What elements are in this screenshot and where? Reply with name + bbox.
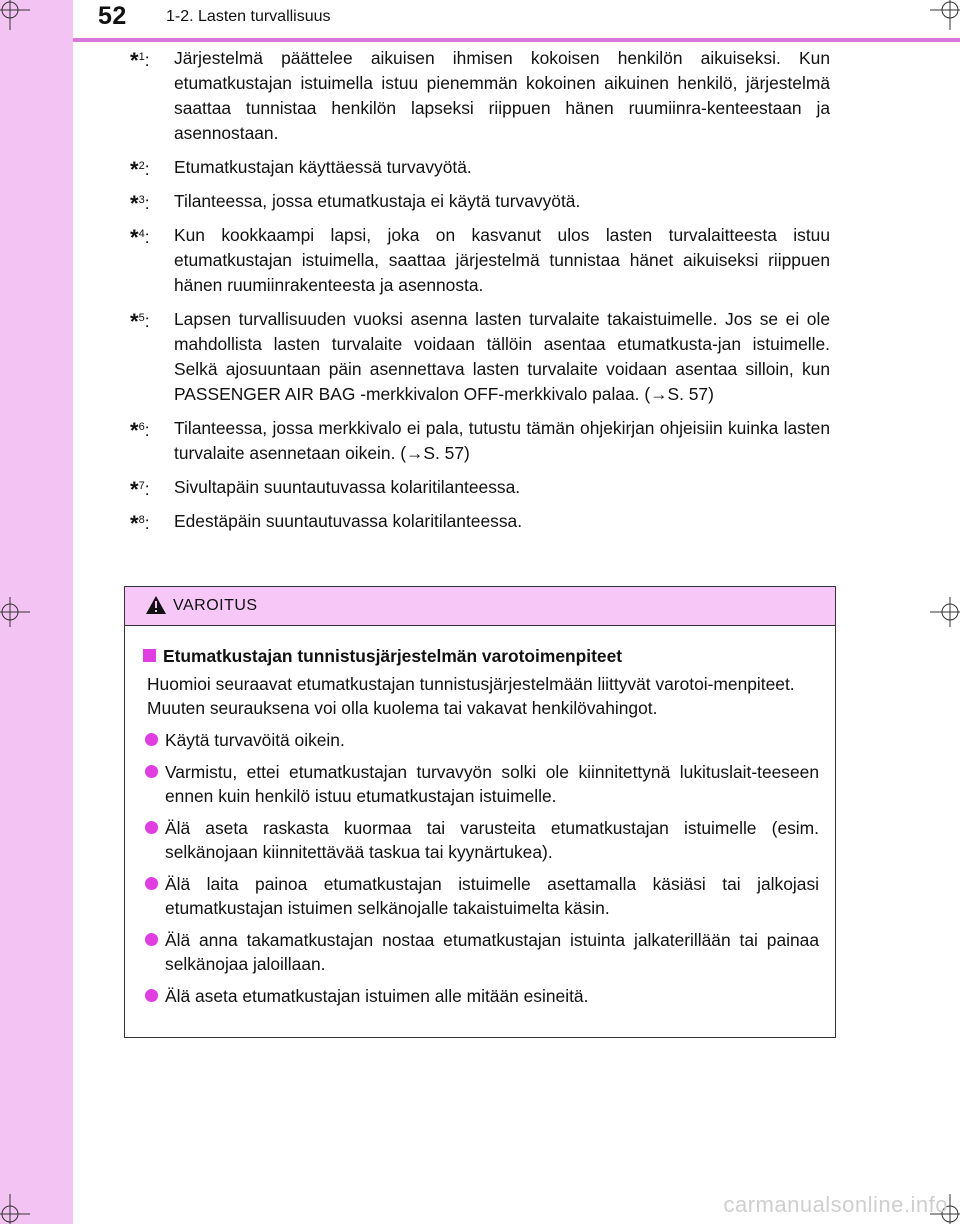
footnotes (130, 46, 830, 543)
footnote: *$^4$: Kun kookkaampi lapsi, joka on kasvanut ulos lasten turvalaitteesta istuu etumatkustajan istuimella, saattaa järjestelmä tunnistaa hänet aikuiseksi riippuen hänen ruumiinrakenteesta ja asennosta. (130, 225, 830, 295)
footnote-text: Sivultapäin suuntautuvassa kolaritilanteessa. (174, 477, 521, 497)
crop-mark-mid-right (930, 597, 960, 627)
crop-mark-top-right (930, 0, 960, 30)
warning-intro: Huomioi seuraavat etumatkustajan tunnistusjärjestelmään liittyvät varotoi-menpiteet. Muuten seurauksena voi olla kuolema tai vakavat henkilövahingot. (147, 674, 795, 718)
bullet-icon (145, 821, 158, 834)
warning-label: VAROITUS (173, 597, 258, 614)
warning-title: Etumatkustajan tunnistusjärjestelmän varotoimenpiteet (143, 644, 823, 668)
list-item: Älä anna takamatkustajan nostaa etumatkustajan istuinta jalkaterillään tai painaa selkänojaa jaloillaan. (143, 928, 823, 976)
footnote-text: Kun kookkaampi lapsi, joka on kasvanut ulos lasten turvalaitteesta istuu etumatkustajan istuimella, saattaa järjestelmä tunnistaa hänet aikuiseksi riippuen hänen ruumiinrakenteesta ja asennosta. (174, 225, 830, 295)
list-item: Käytä turvavöitä oikein. (143, 728, 823, 752)
watermark[interactable]: carmanualsonline.info (723, 1192, 948, 1217)
crop-mark-top-left (0, 0, 30, 30)
footnote-text: Etumatkustajan käyttäessä turvavyötä. (174, 157, 472, 177)
list-item: Älä aseta etumatkustajan istuimen alle mitään esineitä. (143, 984, 823, 1008)
footnote-text: Järjestelmä päättelee aikuisen ihmisen kokoisen henkilön aikuiseksi. Kun etumatkustajan istuimella istuu pienemmän kokoinen aikuinen henkilö, järjestelmä saattaa tunnistaa henkilön lapseksi riippuen hänen ruumiinra-kenteestaan ja asennostaan. (174, 48, 830, 143)
footnote: *$^7$: Sivultapäin suuntautuvassa kolaritilanteessa. (130, 477, 521, 502)
crop-mark-bottom-left (0, 1194, 30, 1224)
list-item: Älä laita painoa etumatkustajan istuimelle asettamalla käsiäsi tai jalkojasi etumatkustajan istuimen selkänojalle takaistuimelta käsin. (143, 872, 823, 920)
warning-body (125, 626, 835, 1008)
footnote-text: Lapsen turvallisuuden vuoksi asenna lasten turvalaite takaistuimelle. Jos se ei ole mahdollista lasten turvalaite voidaan tällöin asentaa etumatkusta-jan istuimelle. Selkä ajosuuntaan päin asennettava lasten turvalaite voidaan asentaa silloin, kun PASSENGER AIR BAG -merkkivalon OFF-merkkivalo palaa. (→S. 57) (174, 309, 830, 404)
warning-box (124, 586, 836, 1038)
warning-header (125, 587, 835, 626)
bullet-icon (145, 765, 158, 778)
footnote: *$^8$: Edestäpäin suuntautuvassa kolaritilanteessa. (130, 511, 523, 536)
footnote-text: Edestäpäin suuntautuvassa kolaritilanteessa. (174, 511, 523, 531)
bullet-icon (145, 877, 158, 890)
footnote: *$^5$: Lapsen turvallisuuden vuoksi asenna lasten turvalaite takaistuimelle. Jos se ei ole mahdollista lasten turvalaite voidaan tällöin asentaa etumatkusta-jan istuimelle. Selkä ajosuuntaan päin asennettava lasten turvalaite voidaan asentaa silloin, kun PASSENGER AIR BAG -merkkivalon OFF-merkkivalo palaa. (→S. 57) (130, 309, 830, 404)
bullet-icon (145, 733, 158, 746)
footnote: *$^3$: Tilanteessa, jossa etumatkustaja ei käytä turvavyötä. (130, 191, 581, 216)
footnote-text: Tilanteessa, jossa merkkivalo ei pala, tutustu tämän ohjekirjan ohjeisiin kuinka lasten turvalaite asennetaan oikein. (→S. 57) (174, 418, 830, 463)
square-bullet-icon (143, 649, 156, 662)
section-title: 1-2. Lasten turvallisuus (166, 8, 331, 25)
footnote: *$^6$: Tilanteessa, jossa merkkivalo ei pala, tutustu tämän ohjekirjan ohjeisiin kuinka lasten turvalaite asennetaan oikein. (→S. 57) (130, 418, 830, 463)
list-item: Varmistu, ettei etumatkustajan turvavyön solki ole kiinnitettynä lukituslait-teeseen ennen kuin henkilö istuu etumatkustajan istuimelle. (143, 760, 823, 808)
header-rule (73, 38, 960, 42)
warning-triangle-icon (145, 595, 167, 620)
list-item: Älä aseta raskasta kuormaa tai varusteita etumatkustajan istuimelle (esim. selkänojaan kiinnitettävää taskua tai kyynärtukea). (143, 816, 823, 864)
bullet-icon (145, 989, 158, 1002)
page-number: 52 (98, 2, 127, 30)
footnote: *$^1$: Järjestelmä päättelee aikuisen ihmisen kokoisen henkilön aikuiseksi. Kun etumatkustajan istuimella istuu pienemmän kokoinen aikuinen henkilö, järjestelmä saattaa tunnistaa henkilön lapseksi riippuen hänen ruumiinra-kenteestaan ja asennostaan. (130, 48, 830, 143)
footnote: *$^2$: Etumatkustajan käyttäessä turvavyötä. (130, 157, 472, 182)
bullet-icon (145, 933, 158, 946)
crop-mark-mid-left (0, 597, 30, 627)
footnote-text: Tilanteessa, jossa etumatkustaja ei käytä turvavyötä. (174, 191, 581, 211)
